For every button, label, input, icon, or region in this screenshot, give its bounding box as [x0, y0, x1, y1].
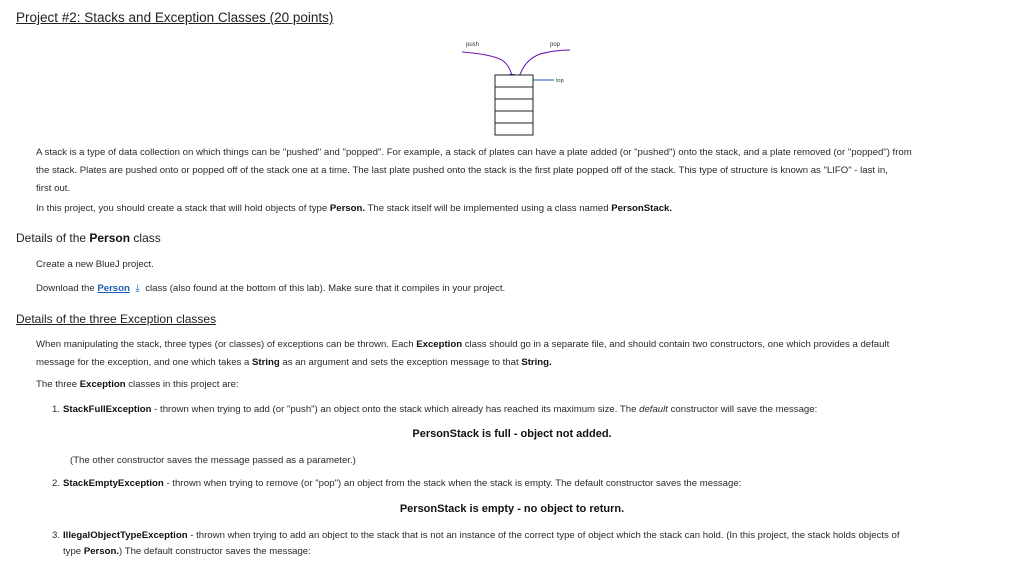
pop-arrow — [519, 50, 570, 78]
download-line: Download the Person ⤓ class (also found at the bottom of this lab). Make sure that it compiles in your project. — [36, 280, 505, 298]
push-label: push — [466, 42, 480, 48]
create-project-line: Create a new BlueJ project. — [36, 259, 154, 270]
exception-line-1: When manipulating the stack, three types (or classes) of exceptions can be thrown. Each Exception class should go in a separate file, and should contain two constructors, one which provides a default — [36, 339, 890, 350]
exception-paragraph — [36, 336, 889, 372]
push-arrow — [462, 52, 512, 76]
top-label: top — [556, 78, 564, 84]
stack-diagram — [440, 38, 600, 138]
page-title: Project #2: Stacks and Exception Classes (20 points) — [16, 10, 334, 25]
list-item: 2. StackEmptyException - thrown when trying to remove (or "pop") an object from the stack when the stack is empty. The default constructor saves the message: — [52, 478, 742, 489]
stack-full-message: PersonStack is full - object not added. — [412, 428, 612, 440]
pop-label: pop — [550, 42, 561, 48]
intro-line-2: the stack. Plates are pushed onto or popped off of the stack one at a time. The last plate pushed onto the stack is the first plate popped off of the stack. This type of structure is known as "LIFO" - last in, — [36, 165, 888, 176]
intro-line-3: first out. — [36, 183, 71, 194]
other-constructor-note: (The other constructor saves the message passed as a parameter.) — [70, 455, 356, 466]
person-section-heading: Details of the Person class — [16, 231, 161, 245]
stack-box — [495, 75, 533, 135]
exception-classes-intro: The three Exception classes in this project are: — [36, 379, 239, 390]
exception-line-2: message for the exception, and one which takes a String as an argument and sets the exception message to that String. — [36, 357, 552, 368]
download-icon[interactable]: ⤓ — [135, 283, 140, 294]
intro-paragraph — [36, 144, 912, 198]
exception-section-heading: Details of the three Exception classes — [16, 312, 217, 326]
list-item: 3. IllegalObjectTypeException - thrown when trying to add an object to the stack that is not an instance of the correct type of object which the stack can hold. (In this project, the stack holds objects of type Person.) The default constructor saves the message: — [52, 530, 900, 557]
intro-paragraph-2: In this project, you should create a stack that will hold objects of type Person. The stack itself will be implemented using a class named PersonStack. — [36, 203, 673, 214]
list-item: 1. StackFullException - thrown when trying to add (or "push") an object onto the stack which already has reached its maximum size. The default constructor will save the message: — [52, 404, 818, 415]
stack-empty-message: PersonStack is empty - no object to return. — [399, 503, 625, 515]
person-class-link[interactable]: Person — [97, 283, 130, 294]
intro-line-1: A stack is a type of data collection on which things can be "pushed" and "popped". For example, a stack of plates can have a plate added (or "pushed") onto the stack, and a plate removed (or "popped") from — [36, 147, 912, 158]
